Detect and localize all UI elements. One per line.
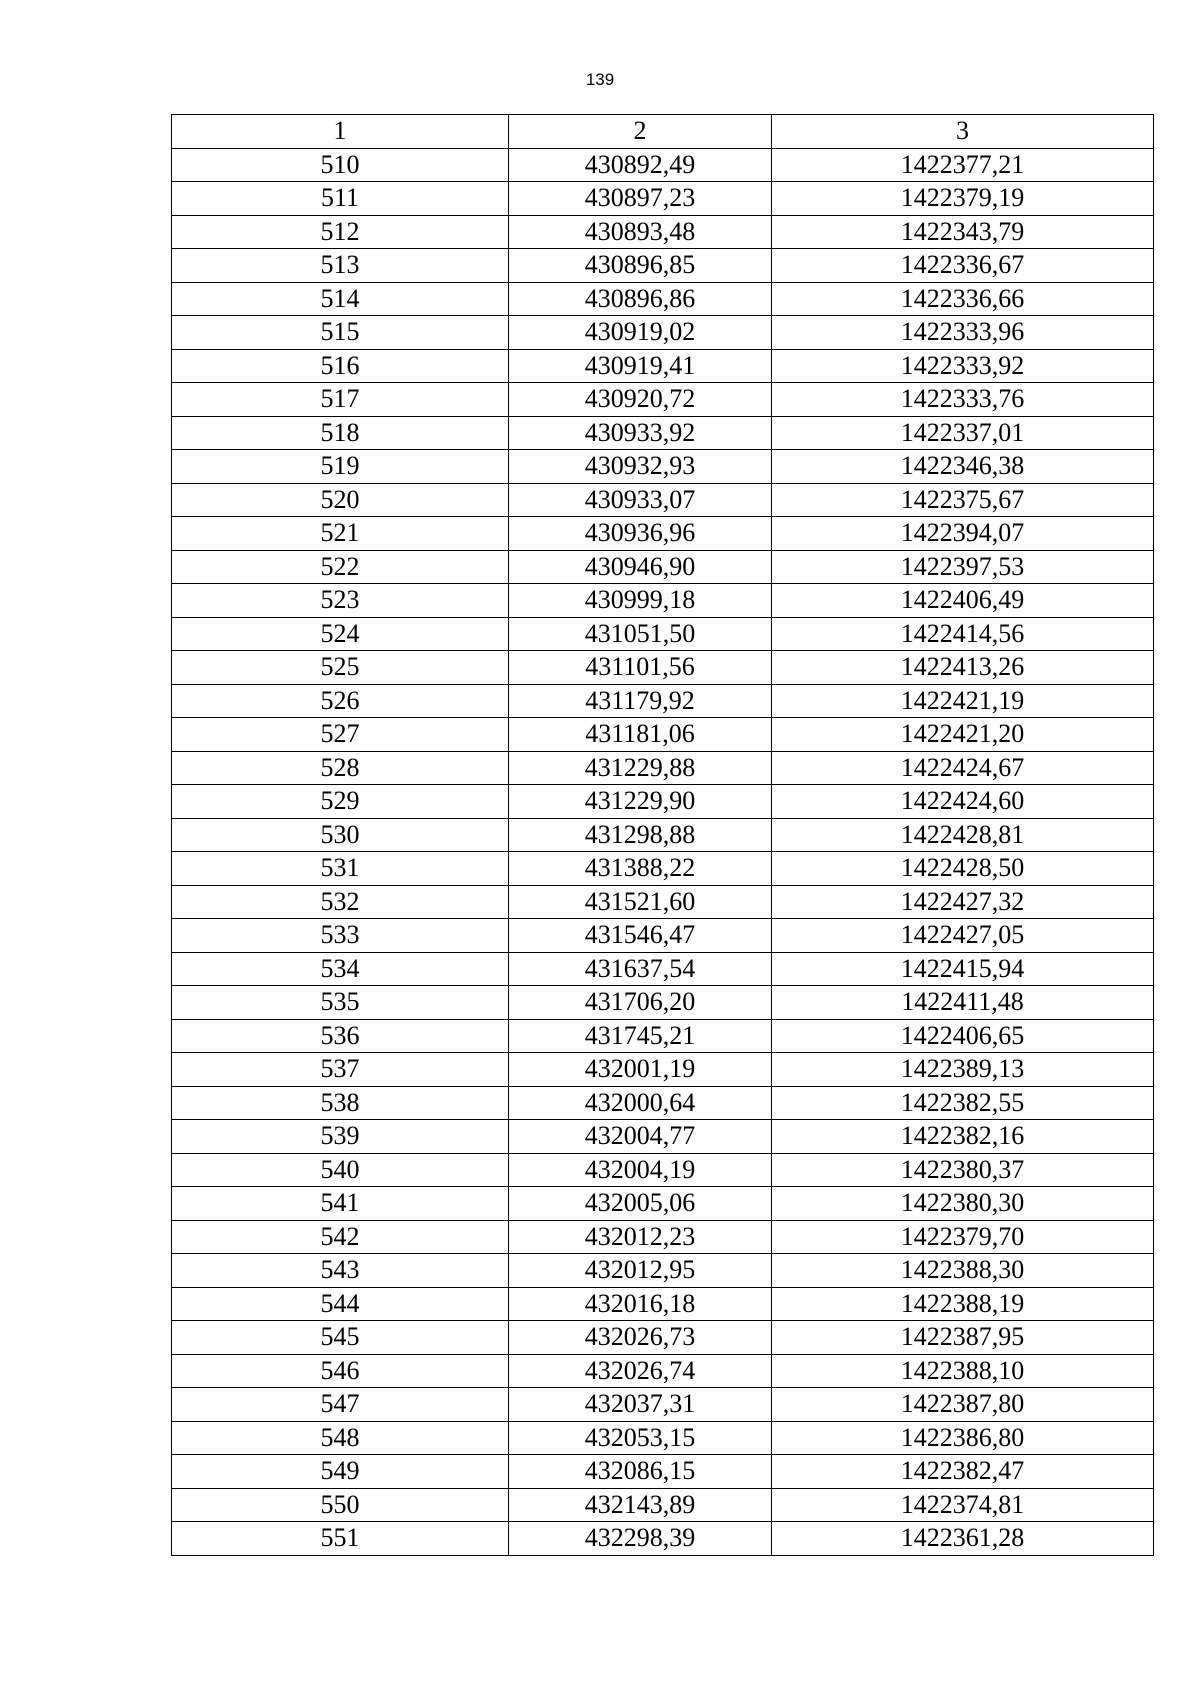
table-row	[172, 1019, 1154, 1053]
point-number-cell: 548	[172, 1421, 509, 1455]
x-coordinate-cell: 432026,74	[509, 1354, 772, 1388]
point-number-cell: 521	[172, 517, 509, 551]
point-number-cell: 536	[172, 1019, 509, 1053]
y-coordinate-cell: 1422414,56	[772, 617, 1154, 651]
point-number-cell: 541	[172, 1187, 509, 1221]
table-row	[172, 584, 1154, 618]
y-coordinate-cell: 1422424,67	[772, 751, 1154, 785]
y-coordinate-cell: 1422379,70	[772, 1220, 1154, 1254]
table-row	[172, 885, 1154, 919]
point-number-cell: 540	[172, 1153, 509, 1187]
point-number-cell: 527	[172, 718, 509, 752]
y-coordinate-cell: 1422411,48	[772, 986, 1154, 1020]
table-row	[172, 919, 1154, 953]
table-row	[172, 818, 1154, 852]
y-coordinate-cell: 1422428,50	[772, 852, 1154, 886]
x-coordinate-cell: 430893,48	[509, 215, 772, 249]
x-coordinate-cell: 431298,88	[509, 818, 772, 852]
x-coordinate-cell: 432005,06	[509, 1187, 772, 1221]
y-coordinate-cell: 1422377,21	[772, 148, 1154, 182]
point-number-cell: 513	[172, 249, 509, 283]
column-header-1: 1	[172, 115, 509, 149]
x-coordinate-cell: 431546,47	[509, 919, 772, 953]
table-row	[172, 1522, 1154, 1556]
point-number-cell: 522	[172, 550, 509, 584]
x-coordinate-cell: 431229,88	[509, 751, 772, 785]
point-number-cell: 534	[172, 952, 509, 986]
x-coordinate-cell: 432012,23	[509, 1220, 772, 1254]
point-number-cell: 510	[172, 148, 509, 182]
y-coordinate-cell: 1422336,67	[772, 249, 1154, 283]
x-coordinate-cell: 432053,15	[509, 1421, 772, 1455]
table-row	[172, 785, 1154, 819]
column-header-2: 2	[509, 115, 772, 149]
x-coordinate-cell: 432004,77	[509, 1120, 772, 1154]
table-header-row	[172, 115, 1154, 149]
x-coordinate-cell: 432001,19	[509, 1053, 772, 1087]
y-coordinate-cell: 1422394,07	[772, 517, 1154, 551]
table-row	[172, 1287, 1154, 1321]
y-coordinate-cell: 1422361,28	[772, 1522, 1154, 1556]
point-number-cell: 526	[172, 684, 509, 718]
point-number-cell: 520	[172, 483, 509, 517]
y-coordinate-cell: 1422406,49	[772, 584, 1154, 618]
table-row	[172, 651, 1154, 685]
table-row	[172, 215, 1154, 249]
point-number-cell: 530	[172, 818, 509, 852]
y-coordinate-cell: 1422387,95	[772, 1321, 1154, 1355]
y-coordinate-cell: 1422413,26	[772, 651, 1154, 685]
x-coordinate-cell: 432298,39	[509, 1522, 772, 1556]
x-coordinate-cell: 432012,95	[509, 1254, 772, 1288]
table-row	[172, 483, 1154, 517]
x-coordinate-cell: 430896,85	[509, 249, 772, 283]
point-number-cell: 544	[172, 1287, 509, 1321]
x-coordinate-cell: 432026,73	[509, 1321, 772, 1355]
y-coordinate-cell: 1422386,80	[772, 1421, 1154, 1455]
table-row	[172, 416, 1154, 450]
point-number-cell: 535	[172, 986, 509, 1020]
table-row	[172, 517, 1154, 551]
x-coordinate-cell: 430933,07	[509, 483, 772, 517]
x-coordinate-cell: 430946,90	[509, 550, 772, 584]
x-coordinate-cell: 430896,86	[509, 282, 772, 316]
point-number-cell: 514	[172, 282, 509, 316]
x-coordinate-cell: 430892,49	[509, 148, 772, 182]
table-row	[172, 751, 1154, 785]
table-row	[172, 450, 1154, 484]
point-number-cell: 538	[172, 1086, 509, 1120]
point-number-cell: 525	[172, 651, 509, 685]
table-row	[172, 550, 1154, 584]
point-number-cell: 523	[172, 584, 509, 618]
y-coordinate-cell: 1422388,30	[772, 1254, 1154, 1288]
table-body	[172, 148, 1154, 1555]
y-coordinate-cell: 1422387,80	[772, 1388, 1154, 1422]
table-row	[172, 349, 1154, 383]
y-coordinate-cell: 1422333,96	[772, 316, 1154, 350]
y-coordinate-cell: 1422333,76	[772, 383, 1154, 417]
x-coordinate-cell: 431745,21	[509, 1019, 772, 1053]
page-number: 139	[585, 70, 615, 89]
column-header-3: 3	[772, 115, 1154, 149]
y-coordinate-cell: 1422415,94	[772, 952, 1154, 986]
point-number-cell: 517	[172, 383, 509, 417]
y-coordinate-cell: 1422389,13	[772, 1053, 1154, 1087]
x-coordinate-cell: 430933,92	[509, 416, 772, 450]
point-number-cell: 542	[172, 1220, 509, 1254]
point-number-cell: 546	[172, 1354, 509, 1388]
table-row	[172, 1086, 1154, 1120]
table-row	[172, 1488, 1154, 1522]
point-number-cell: 532	[172, 885, 509, 919]
x-coordinate-cell: 431179,92	[509, 684, 772, 718]
point-number-cell: 515	[172, 316, 509, 350]
table-row	[172, 316, 1154, 350]
table-row	[172, 718, 1154, 752]
y-coordinate-cell: 1422406,65	[772, 1019, 1154, 1053]
x-coordinate-cell: 431521,60	[509, 885, 772, 919]
table-row	[172, 1120, 1154, 1154]
y-coordinate-cell: 1422421,20	[772, 718, 1154, 752]
y-coordinate-cell: 1422374,81	[772, 1488, 1154, 1522]
x-coordinate-cell: 431051,50	[509, 617, 772, 651]
x-coordinate-cell: 432086,15	[509, 1455, 772, 1489]
y-coordinate-cell: 1422427,32	[772, 885, 1154, 919]
x-coordinate-cell: 430919,02	[509, 316, 772, 350]
coordinates-table	[171, 114, 1154, 1556]
table-row	[172, 1354, 1154, 1388]
y-coordinate-cell: 1422375,67	[772, 483, 1154, 517]
point-number-cell: 549	[172, 1455, 509, 1489]
x-coordinate-cell: 431388,22	[509, 852, 772, 886]
x-coordinate-cell: 432016,18	[509, 1287, 772, 1321]
y-coordinate-cell: 1422380,37	[772, 1153, 1154, 1187]
y-coordinate-cell: 1422333,92	[772, 349, 1154, 383]
y-coordinate-cell: 1422382,55	[772, 1086, 1154, 1120]
table-row	[172, 986, 1154, 1020]
point-number-cell: 531	[172, 852, 509, 886]
x-coordinate-cell: 432143,89	[509, 1488, 772, 1522]
y-coordinate-cell: 1422346,38	[772, 450, 1154, 484]
y-coordinate-cell: 1422421,19	[772, 684, 1154, 718]
point-number-cell: 551	[172, 1522, 509, 1556]
table-row	[172, 684, 1154, 718]
y-coordinate-cell: 1422427,05	[772, 919, 1154, 953]
y-coordinate-cell: 1422336,66	[772, 282, 1154, 316]
table-row	[172, 952, 1154, 986]
point-number-cell: 539	[172, 1120, 509, 1154]
y-coordinate-cell: 1422337,01	[772, 416, 1154, 450]
table-row	[172, 1220, 1154, 1254]
table-row	[172, 182, 1154, 216]
x-coordinate-cell: 430897,23	[509, 182, 772, 216]
y-coordinate-cell: 1422388,10	[772, 1354, 1154, 1388]
y-coordinate-cell: 1422428,81	[772, 818, 1154, 852]
point-number-cell: 545	[172, 1321, 509, 1355]
point-number-cell: 529	[172, 785, 509, 819]
x-coordinate-cell: 432000,64	[509, 1086, 772, 1120]
x-coordinate-cell: 431229,90	[509, 785, 772, 819]
point-number-cell: 550	[172, 1488, 509, 1522]
y-coordinate-cell: 1422379,19	[772, 182, 1154, 216]
table-row	[172, 617, 1154, 651]
point-number-cell: 543	[172, 1254, 509, 1288]
point-number-cell: 511	[172, 182, 509, 216]
x-coordinate-cell: 430936,96	[509, 517, 772, 551]
table-row	[172, 282, 1154, 316]
point-number-cell: 537	[172, 1053, 509, 1087]
y-coordinate-cell: 1422382,47	[772, 1455, 1154, 1489]
y-coordinate-cell: 1422343,79	[772, 215, 1154, 249]
x-coordinate-cell: 430919,41	[509, 349, 772, 383]
table-row	[172, 1455, 1154, 1489]
x-coordinate-cell: 431101,56	[509, 651, 772, 685]
x-coordinate-cell: 430999,18	[509, 584, 772, 618]
point-number-cell: 519	[172, 450, 509, 484]
x-coordinate-cell: 431637,54	[509, 952, 772, 986]
x-coordinate-cell: 431181,06	[509, 718, 772, 752]
point-number-cell: 518	[172, 416, 509, 450]
table-row	[172, 1388, 1154, 1422]
table-row	[172, 1254, 1154, 1288]
table-row	[172, 852, 1154, 886]
point-number-cell: 533	[172, 919, 509, 953]
x-coordinate-cell: 432037,31	[509, 1388, 772, 1422]
y-coordinate-cell: 1422380,30	[772, 1187, 1154, 1221]
point-number-cell: 512	[172, 215, 509, 249]
point-number-cell: 528	[172, 751, 509, 785]
x-coordinate-cell: 432004,19	[509, 1153, 772, 1187]
table-row	[172, 1187, 1154, 1221]
y-coordinate-cell: 1422424,60	[772, 785, 1154, 819]
table-row	[172, 383, 1154, 417]
table-row	[172, 1053, 1154, 1087]
table-row	[172, 249, 1154, 283]
table-row	[172, 1321, 1154, 1355]
point-number-cell: 547	[172, 1388, 509, 1422]
table-row	[172, 148, 1154, 182]
x-coordinate-cell: 430920,72	[509, 383, 772, 417]
table-row	[172, 1421, 1154, 1455]
x-coordinate-cell: 431706,20	[509, 986, 772, 1020]
point-number-cell: 516	[172, 349, 509, 383]
point-number-cell: 524	[172, 617, 509, 651]
y-coordinate-cell: 1422397,53	[772, 550, 1154, 584]
table-row	[172, 1153, 1154, 1187]
x-coordinate-cell: 430932,93	[509, 450, 772, 484]
y-coordinate-cell: 1422388,19	[772, 1287, 1154, 1321]
y-coordinate-cell: 1422382,16	[772, 1120, 1154, 1154]
